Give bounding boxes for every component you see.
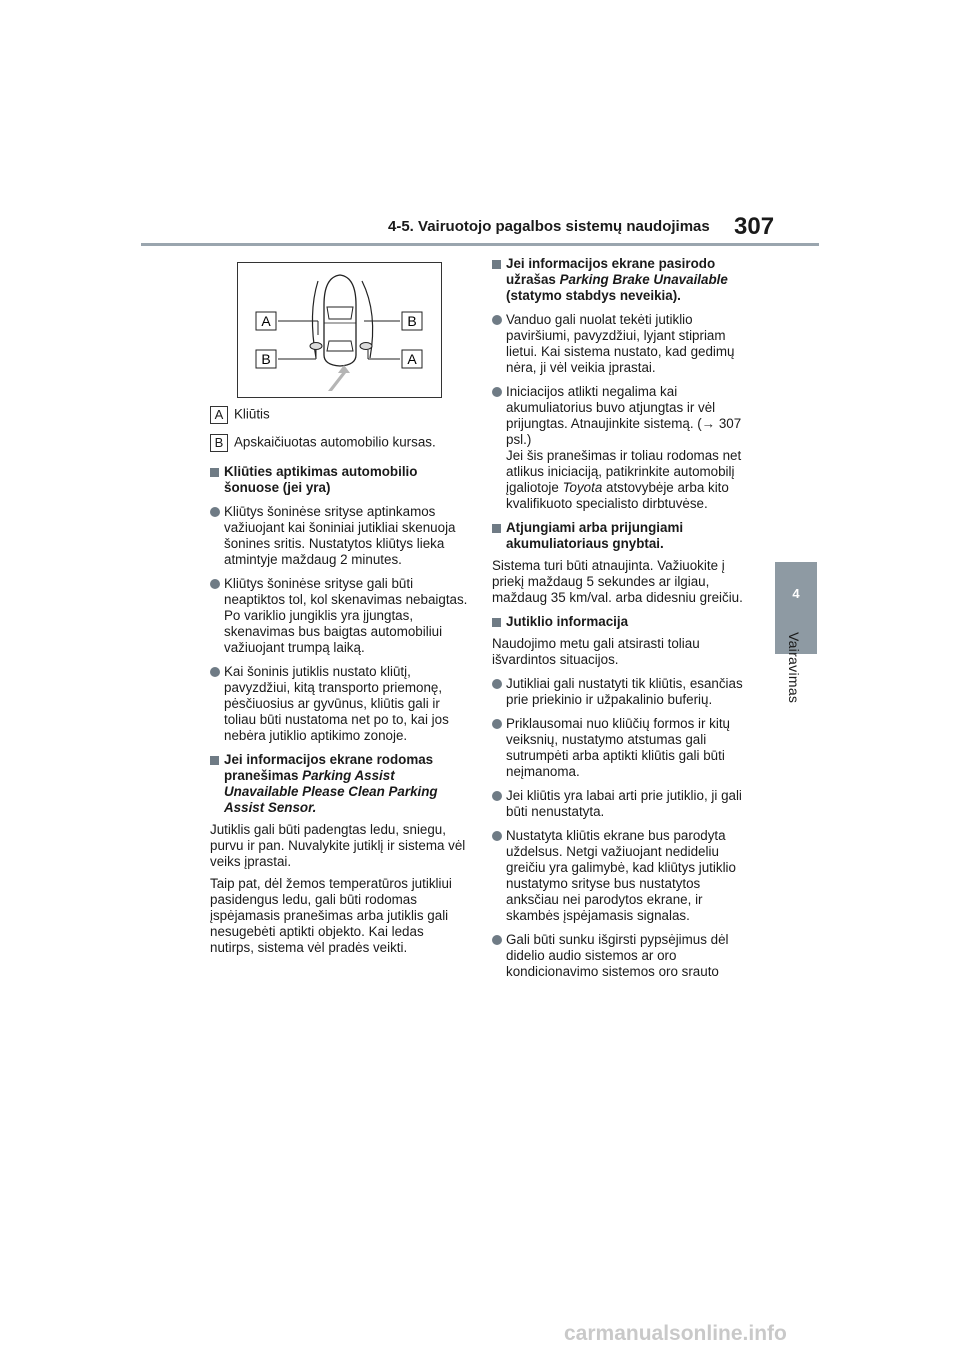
car-top-view-diagram	[238, 263, 441, 397]
page-number: 307	[734, 213, 775, 240]
paragraph: Naudojimo metu gali atsirasti toliau išvardintos situacijos.	[492, 636, 700, 667]
watermark: carmanualsonline.info	[564, 1322, 787, 1345]
chapter-label: Vairavimas	[786, 632, 802, 704]
paragraph: Taip pat, dėl žemos temperatūros jutikliui pasidengus ledu, gali būti rodomas įspėjamasis pranešimas arba jutiklis gali nesugebėti aptikti objekto. Kai ledas nutirps, sistema vėl pradės veikti.	[210, 876, 452, 955]
paragraph: Sistema turi būti atnaujinta. Važiuokite į priekį maždaug 5 sekundes ar ilgiau, maždaug 35 km/val. arba didesniu greičiu.	[492, 558, 743, 605]
list-item: Vanduo gali nuolat tekėti jutiklio paviršiumi, pavyzdžiui, lyjant stipriam lietui. Kai sistema nustato, kad gedimų nėra, ji vėl veikia įprastai.	[492, 312, 754, 376]
sensor-diagram	[237, 262, 442, 398]
heading-parking-brake-message: Jei informacijos ekrane pasirodo užrašas Parking Brake Unavailable (statymo stabdys neveikia).	[492, 256, 754, 304]
list-item: Jutikliai gali nustatyti tik kliūtis, esančias prie priekinio ir užpakalinio buferių.	[492, 676, 754, 708]
label-a-right: A	[407, 351, 417, 367]
list-item: Nustatyta kliūtis ekrane bus parodyta uždelsus. Netgi važiuojant nedideliu greičiu yra galimybė, kad kliūtys jutiklio nustatymo srityse bus nustatytos anksčiau nei parodytos ekrane, ir skambės įspėjamasis signalas.	[492, 828, 754, 924]
car-rear-window-icon	[327, 341, 353, 351]
heading-sensor-info: Jutiklio informacija	[492, 614, 754, 630]
legend-item-b: B Apskaičiuotas automobilio kursas.	[210, 434, 436, 452]
heading-battery-terminals: Atjungiami arba prijungiami akumuliatoriaus gnybtai.	[492, 520, 754, 552]
right-column	[492, 256, 754, 980]
list-item: Kliūtys šoninėse srityse aptinkamos važiuojant kai šoniniai jutikliai skenuoja šonines sritis. Nustatytos kliūtys lieka atmintyje maždaug 2 minutes.	[210, 504, 468, 568]
list-item: Jei kliūtis yra labai arti prie jutiklio, ji gali būti nenustatyta.	[492, 788, 754, 820]
list-item: Iniciacijos atlikti negalima kai akumuliatorius buvo atjungtas ir vėl prijungtas. Atnaujinkite sistemą. (→ 307 psl.) Jei šis pranešimas ir toliau rodomas net atlikus iniciaciją, patikrinkite automobilį įgaliotoje Toyota atstovybėje arba kito kvalifikuoto specialisto dirbtuvėse.	[492, 384, 754, 512]
section-title: 4-5. Vairuotojo pagalbos sistemų naudojimas	[388, 218, 710, 235]
label-b-left: B	[261, 351, 271, 367]
list-item: Kliūtys šoninėse srityse gali būti neaptiktos tol, kol skenavimas nebaigtas. Po variklio jungiklis yra įjungtas, skenavimas bus baigtas automobiliui važiuojant trumpą laiką.	[210, 576, 468, 656]
direction-arrow-icon	[328, 365, 350, 391]
list-item: Priklausomai nuo kliūčių formos ir kitų veiksnių, nustatymo atstumas gali sutrumpėti arba aptikti kliūtis gali būti neįmanoma.	[492, 716, 754, 780]
legend-item-a: A Kliūtis	[210, 406, 270, 424]
list-item: Gali būti sunku išgirsti pypsėjimus dėl didelio audio sistemos ar oro kondicionavimo sistemos oro srauto	[492, 932, 754, 980]
paragraph: Jutiklis gali būti padengtas ledu, sniegu, purvu ir pan. Nuvalykite jutiklį ir sistema vėl veiks įprastai.	[210, 822, 466, 869]
list-item: Kai šoninis jutiklis nustato kliūtį, pavyzdžiui, kitą transporto priemonę, pėsčiuosius ar gyvūnus, kliūtis gali ir toliau būti nustatoma net po to, kai jos nebėra jutiklio aptikimo zonoje.	[210, 664, 468, 744]
left-column	[210, 464, 468, 956]
heading-side-detection: Kliūties aptikimas automobilio šonuose (jei yra)	[210, 464, 468, 496]
label-b-right: B	[407, 313, 417, 329]
header-rule	[141, 243, 819, 246]
heading-parking-assist-message: Jei informacijos ekrane rodomas pranešimas Parking Assist Unavailable Please Clean Parking Assist Sensor.	[210, 752, 468, 816]
label-a-left: A	[261, 313, 271, 329]
car-windshield-icon	[327, 307, 353, 319]
car-body-icon	[324, 275, 356, 366]
sensor-left-icon	[310, 343, 322, 350]
chapter-number: 4	[792, 586, 800, 601]
sensor-right-icon	[360, 343, 372, 350]
